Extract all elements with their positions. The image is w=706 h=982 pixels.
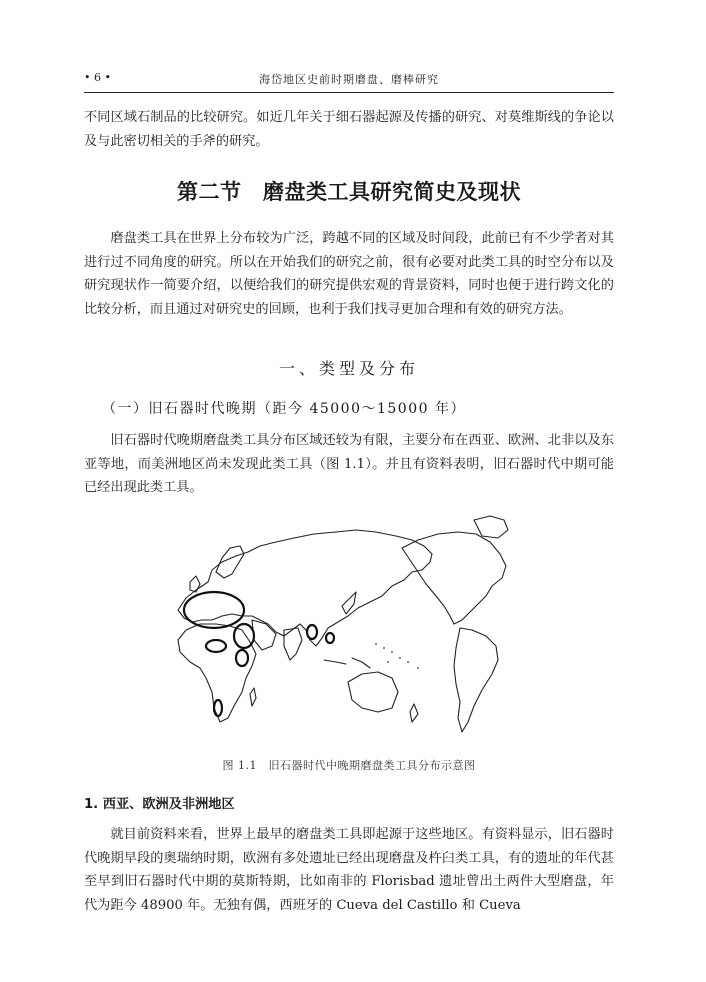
africa-outline bbox=[178, 624, 256, 722]
area-south-africa bbox=[214, 700, 222, 716]
figure-caption: 图 1.1 旧石器时代中晚期磨盘类工具分布示意图 bbox=[222, 759, 476, 772]
indonesia-outline bbox=[324, 658, 370, 668]
greenland-outline bbox=[474, 516, 508, 538]
area-levant bbox=[234, 624, 254, 648]
paragraph-origins: 就目前资料来看，世界上最早的磨盘类工具即起源于这些地区。有资料显示，旧石器时代晚期早段的奥瑞纳时期，欧洲有多处遗址已经出现磨盘及杵臼类工具，有的遗址的年代甚至早到旧石器时代中期的莫斯特期，比如南非的 Florisbad 遗址曾出土两件大型磨盘，年代为距今 48900 年。无独有偶，西班牙的 Cueva del Castillo 和 Cueva bbox=[84, 827, 614, 913]
australia-outline bbox=[348, 672, 398, 712]
header-rule bbox=[84, 92, 614, 93]
paragraph-intro: 磨盘类工具在世界上分布较为广泛，跨越不同的区域及时间段，此前已有不少学者对其进行过不同角度的研究。所以在开始我们的研究之前，很有必要对此类工具的时空分布以及研究现状作一简要介绍，以便给我们的研究提供宏观的背景资料，同时也便于进行跨文化的比较分析，而且通过对研究史的回顾，也利于我们找寻更加合理和有效的研究方法。 bbox=[84, 231, 614, 317]
world-distribution-map bbox=[156, 512, 528, 748]
subheading-upper-paleolithic: （一）旧石器时代晚期（距今 45000～15000 年） bbox=[102, 401, 466, 417]
paragraph-continuation: 不同区域石制品的比较研究。如近几年关于细石器起源及传播的研究、对莫维斯线的争论以及与此密切相关的手斧的研究。 bbox=[84, 110, 614, 149]
britain-outline bbox=[190, 576, 200, 592]
page-header bbox=[84, 68, 614, 88]
arabia-outline bbox=[252, 620, 276, 650]
area-east-asia-china bbox=[307, 625, 317, 639]
area-europe bbox=[184, 592, 244, 628]
area-north-africa bbox=[206, 640, 226, 652]
section-heading: 第二节 磨盘类工具研究简史及现状 bbox=[177, 180, 521, 204]
scandinavia-outline bbox=[216, 546, 244, 578]
south-america-outline bbox=[454, 628, 498, 732]
running-title: 海岱地区史前时期磨盘、磨棒研究 bbox=[259, 73, 439, 86]
new-zealand-outline bbox=[410, 704, 418, 722]
area-nile bbox=[236, 650, 248, 666]
subheading-west-asia-europe-africa: 1. 西亚、欧洲及非洲地区 bbox=[84, 797, 235, 812]
madagascar-outline bbox=[250, 688, 256, 706]
north-america-outline bbox=[402, 532, 506, 624]
area-east-asia-japan bbox=[326, 633, 334, 643]
paragraph-distribution: 旧石器时代晚期磨盘类工具分布区域还较为有限，主要分布在西亚、欧洲、北非以及东亚等地，而美洲地区尚未发现此类工具（图 1.1）。并且有资料表明，旧石器时代中期可能已经出现此类工具。 bbox=[84, 433, 614, 495]
india-outline bbox=[284, 628, 302, 660]
page-number: • 6 • bbox=[84, 71, 111, 84]
subheading-types: 一、类型及分布 bbox=[278, 359, 419, 378]
